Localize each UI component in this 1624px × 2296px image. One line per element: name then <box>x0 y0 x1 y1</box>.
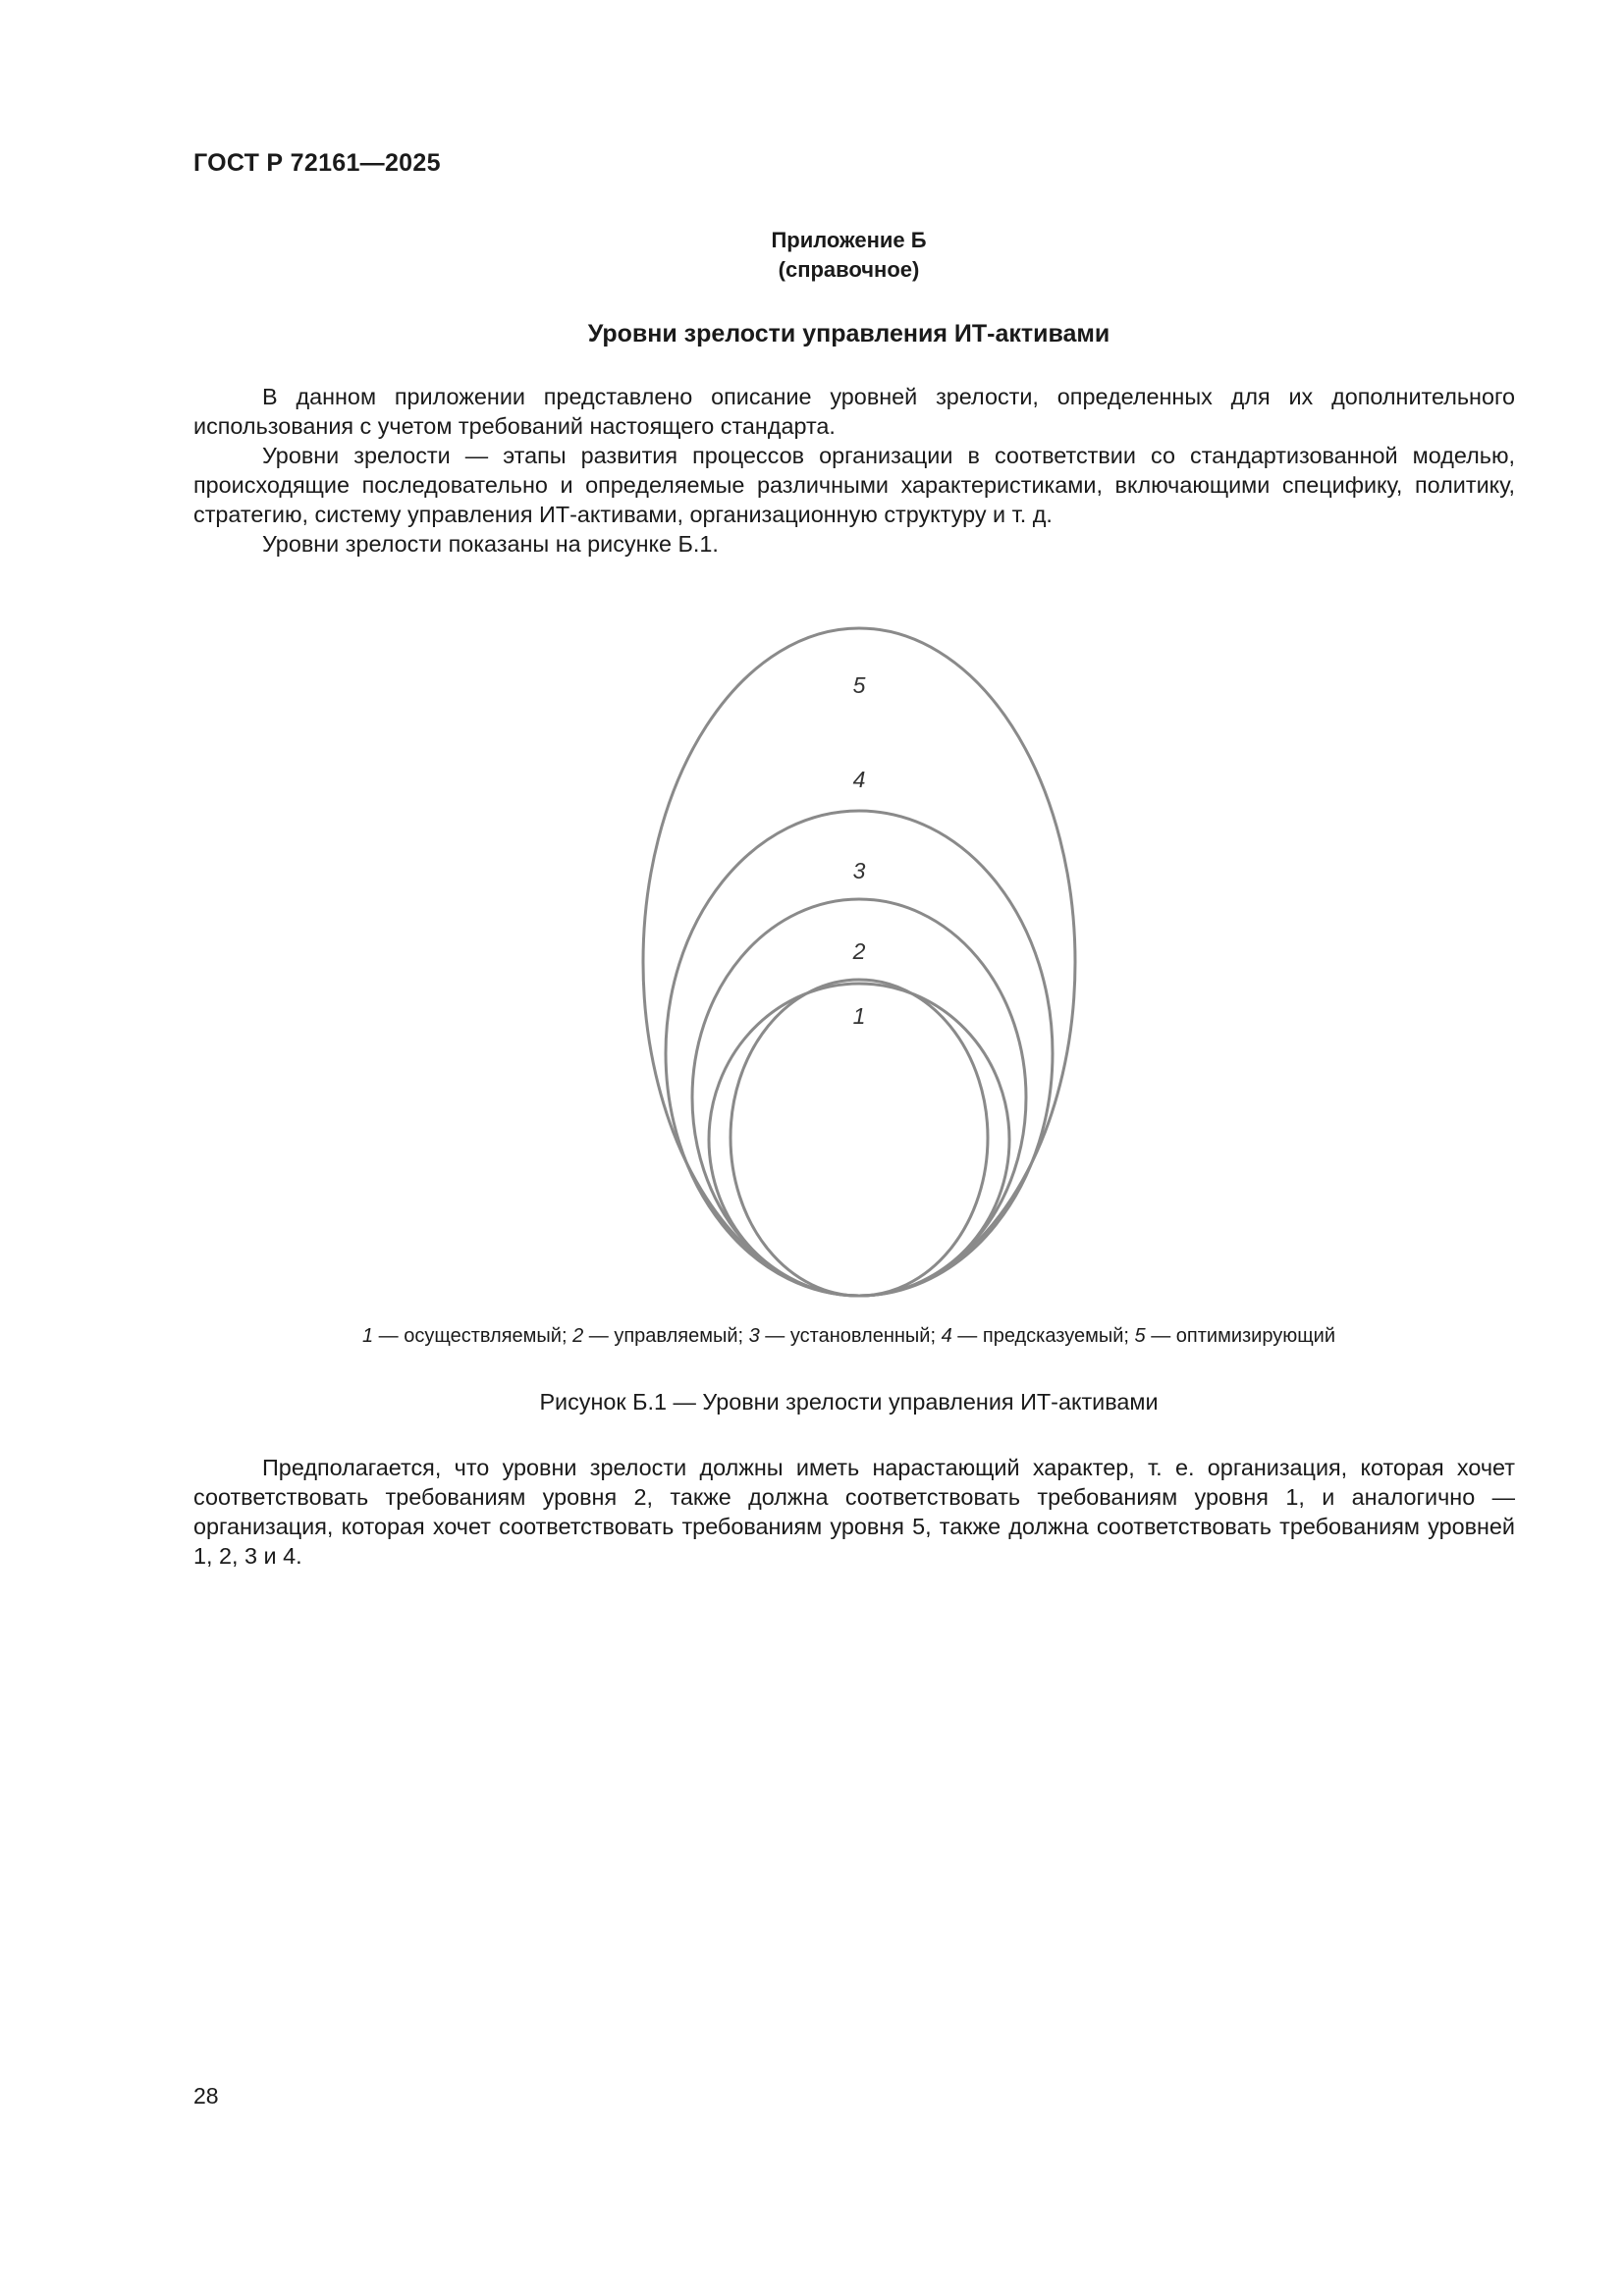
legend-item-5: 5 — оптимизирующий <box>1134 1325 1336 1347</box>
level-1-label: 1 <box>852 1003 866 1029</box>
level-5-label: 5 <box>852 672 866 698</box>
section-title: Уровни зрелости управления ИТ-активами <box>587 320 1110 347</box>
level-2-label: 2 <box>852 938 866 964</box>
legend-item-2: 2 — управляемый; <box>572 1325 749 1347</box>
legend-item-1: 1 — осуществляемый; <box>361 1325 573 1347</box>
page-number: 28 <box>193 2083 219 2109</box>
appendix-type: (справочное) <box>778 257 920 282</box>
appendix-title: Приложение Б <box>771 228 927 252</box>
document-code: ГОСТ Р 72161—2025 <box>193 149 441 177</box>
legend-item-4: 4 — предсказуемый; <box>941 1325 1135 1347</box>
intro-paragraph-3: Уровни зрелости показаны на рисунке Б.1. <box>262 531 719 557</box>
intro-paragraph-2: Уровни зрелости — этапы развития процессов организации в соответствии со стандартизованной моделью, происходящие последовательно и определяемые различными характеристиками, включающими специфику, политику, стратегию, систему управления ИТ-активами, организационную структуру и т. д. <box>193 443 1515 527</box>
level-4-label: 4 <box>852 767 866 792</box>
conclusion-text <box>193 1453 1515 1571</box>
level-2-ellipse <box>709 984 1009 1296</box>
legend-item-3: 3 — установленный; <box>748 1325 942 1347</box>
level-3-label: 3 <box>852 858 866 883</box>
intro-paragraph-1: В данном приложении представлено описание уровней зрелости, определенных для их дополнительного использования с учетом требований настоящего стандарта. <box>193 384 1515 439</box>
figure-legend <box>0 1325 1624 1348</box>
figure-caption: Рисунок Б.1 — Уровни зрелости управления ИТ-активами <box>539 1389 1159 1415</box>
conclusion-paragraph: Предполагается, что уровни зрелости должны иметь нарастающий характер, т. е. организация, которая хочет соответствовать требованиям уровня 2, также должна соответствовать требованиям уровня 1, и аналогично — организация, которая хочет соответствовать требованиям уровня 5, также должна соответствовать требованиям уровней 1, 2, 3 и 4. <box>193 1455 1515 1569</box>
